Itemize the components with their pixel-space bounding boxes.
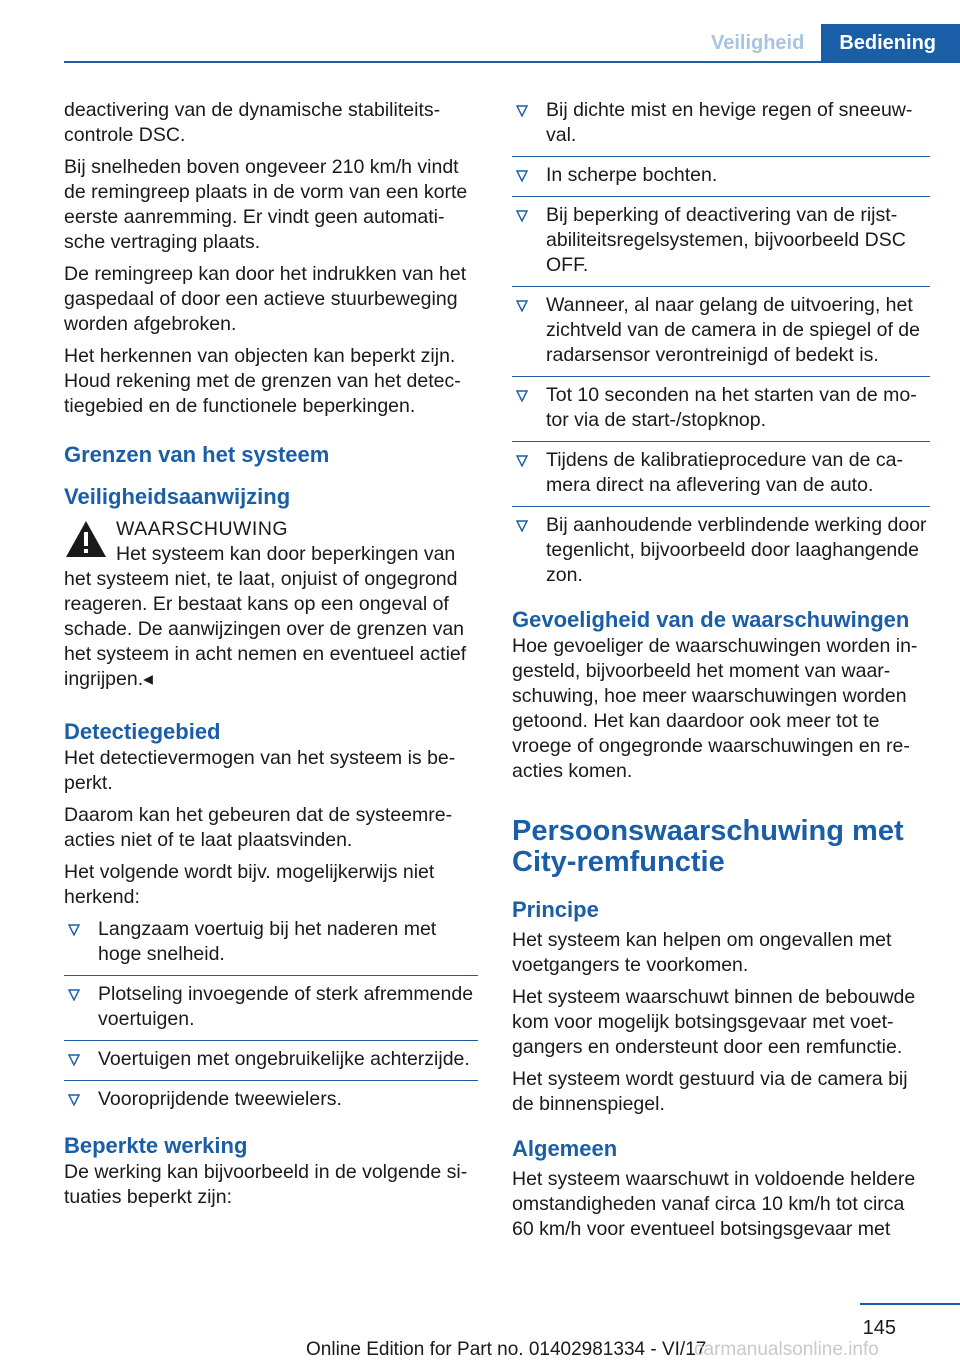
list-item-text: Vooroprijdende tweewielers. [98, 1088, 342, 1110]
triangle-bullet-icon [516, 203, 528, 222]
detection-paragraph: Het detectievermogen van het systeem is beperkt. [64, 747, 456, 794]
triangle-bullet-icon [516, 448, 528, 467]
triangle-bullet-icon [68, 1047, 80, 1066]
list-item-text: Bij aanhoudende verblindende werking door tegenlicht, bijvoorbeeld door laaghangende zon. [546, 514, 927, 586]
tab-veiligheid[interactable]: Veiligheid [710, 32, 805, 54]
left-column [64, 98, 478, 1217]
sensitivity-paragraph: Hoe gevoeliger de waarschuwingen worden ingesteld, bijvoorbeeld het moment van waarschuwing, hoe meer waarschuwingen worden getoond. Het kan daardoor ook meer tot te vroege of ongegronde waarschuwingen en reacties komen. [512, 635, 918, 782]
warning-title: WAARSCHUWING [116, 518, 289, 540]
triangle-bullet-icon [516, 98, 528, 117]
general-paragraph: Het systeem waarschuwt in voldoende heldere omstandigheden vanaf circa 10 km/h tot circa 60 km/h voor eventueel botsingsgevaar met [512, 1168, 916, 1240]
heading-sensitivity: Gevoeligheid van de waarschuwingen [512, 607, 910, 632]
list-item [64, 975, 478, 1032]
list-item-text: Tot 10 seconden na het starten van de motor via de start-/stopknop. [546, 384, 917, 431]
header-rule [64, 61, 960, 63]
principle-paragraph: Het systeem kan helpen om ongevallen met voetgangers te voorkomen. [512, 929, 892, 976]
list-item-text: Voertuigen met ongebruikelijke achterzijde. [98, 1048, 470, 1070]
list-item-text: In scherpe bochten. [546, 164, 718, 186]
list-item [512, 286, 930, 368]
heading-principle: Principe [512, 897, 599, 922]
list-item-text: Tijdens de kalibratieprocedure van de camera direct na aflevering van de auto. [546, 449, 903, 496]
list-item-text: Wanneer, al naar gelang de uitvoering, het zichtveld van de camera in de spiegel of de radarsensor verontreinigd of bedekt is. [546, 294, 920, 366]
warning-icon [64, 519, 108, 559]
triangle-bullet-icon [516, 293, 528, 312]
triangle-bullet-icon [68, 1087, 80, 1106]
heading-safety: Veiligheidsaanwijzing [64, 484, 291, 509]
triangle-bullet-icon [516, 163, 528, 182]
intro-paragraph: De remingreep kan door het indrukken van het gaspedaal of door een actieve stuurbeweging worden afgebroken. [64, 263, 467, 335]
list-item [512, 196, 930, 278]
list-item-text: Bij dichte mist en hevige regen of sneeuwval. [546, 99, 913, 146]
page-number: 145 [862, 1317, 896, 1339]
list-item [512, 98, 930, 148]
section-tabs [694, 24, 960, 62]
list-item [512, 376, 930, 433]
list-item [512, 441, 930, 498]
triangle-bullet-icon [68, 982, 80, 1001]
principle-paragraph: Het systeem wordt gestuurd via de camera bij de binnenspiegel. [512, 1068, 908, 1115]
detection-list [64, 917, 478, 1112]
warning-block [64, 517, 478, 692]
heading-limited: Beperkte werking [64, 1133, 248, 1158]
warning-text: Het systeem kan door beperkingen van het systeem niet, te laat, onjuist of ongegrond reageren. Er bestaat kans op een ongeval of schade. De aanwijzingen over de grenzen van het systeem in acht nemen en eventueel actief ingrijpen.◂ [64, 543, 467, 690]
page-header [0, 0, 960, 62]
list-item [64, 1040, 478, 1072]
intro-paragraph: Het herkennen van objecten kan beperkt zijn. Houd rekening met de grenzen van het detectiegebied en de functionele beperkingen. [64, 345, 461, 417]
list-item [512, 506, 930, 588]
page-footer [0, 1303, 960, 1363]
edition-label: Online Edition for Part no. 01402981334 - VI/17 [306, 1339, 707, 1360]
chapter-title: Persoonswaarschuwing met City-remfunctie [512, 815, 904, 878]
list-item [64, 917, 478, 967]
list-item-text: Plotseling invoegende of sterk afremmende voertuigen. [98, 983, 474, 1030]
list-item [64, 1080, 478, 1112]
list-item [512, 156, 930, 188]
list-item-text: Bij beperking of deactivering van de rijstabiliteitsregelsystemen, bijvoorbeeld DSC OFF. [546, 204, 906, 276]
triangle-bullet-icon [516, 513, 528, 532]
watermark: carmanualsonline.info [694, 1339, 879, 1360]
triangle-bullet-icon [68, 917, 80, 936]
heading-general: Algemeen [512, 1136, 618, 1161]
tab-bediening[interactable]: Bediening [821, 24, 960, 62]
limited-list [512, 98, 930, 588]
triangle-bullet-icon [516, 383, 528, 402]
heading-limits: Grenzen van het systeem [64, 442, 330, 467]
detection-paragraph: Het volgende wordt bijv. mogelijkerwijs niet herkend: [64, 861, 435, 908]
intro-paragraph: deactivering van de dynamische stabiliteitscontrole DSC. [64, 99, 441, 146]
limited-paragraph: De werking kan bijvoorbeeld in de volgende situaties beperkt zijn: [64, 1161, 468, 1208]
heading-detection: Detectiegebied [64, 719, 221, 744]
detection-paragraph: Daarom kan het gebeuren dat de systeemreacties niet of te laat plaatsvinden. [64, 804, 453, 851]
intro-paragraph: Bij snelheden boven ongeveer 210 km/h vindt de remingreep plaats in de vorm van een korte eerste aanremming. Er vindt geen automatische vertraging plaats. [64, 156, 468, 253]
footer-rule [860, 1303, 960, 1305]
list-item-text: Langzaam voertuig bij het naderen met hoge snelheid. [98, 918, 437, 965]
right-column [512, 98, 930, 1249]
principle-paragraph: Het systeem waarschuwt binnen de bebouwde kom voor mogelijk botsingsgevaar met voetgangers en ondersteunt door een remfunctie. [512, 986, 916, 1058]
